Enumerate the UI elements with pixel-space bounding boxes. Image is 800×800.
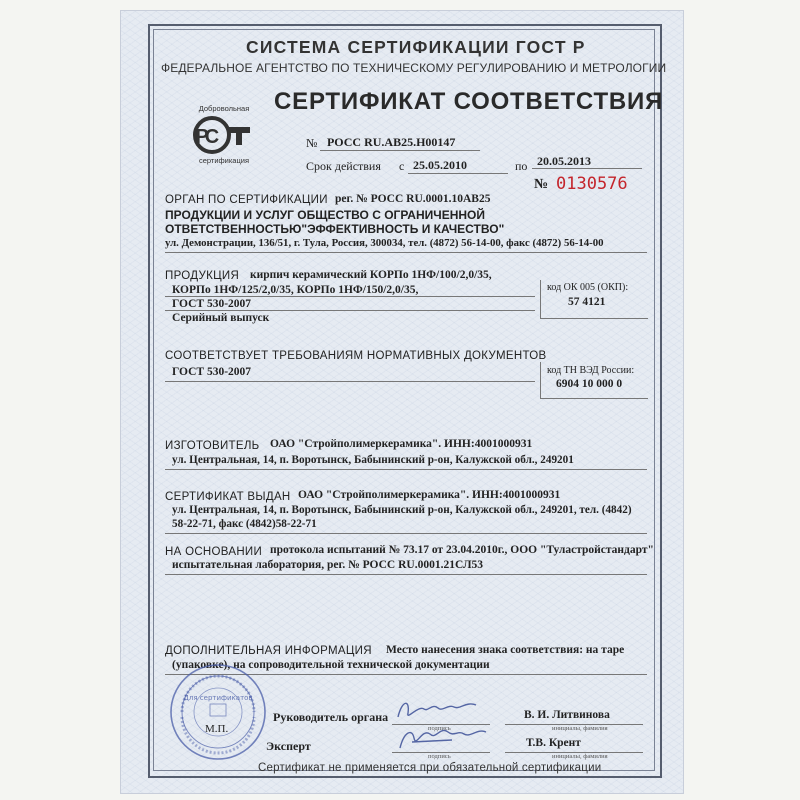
additional-line2: (упаковке), на сопроводительной технической документации	[172, 659, 490, 671]
head-name-caption: инициалы, фамилия	[552, 725, 608, 732]
cert-number: РОСС RU.AB25.H00147	[327, 135, 456, 149]
validity-from-prefix: с	[399, 159, 405, 173]
issued-line1: ОАО "Стройполимеркерамика". ИНН:4001000931	[298, 489, 561, 501]
logo-bottom-text: сертификация	[198, 156, 250, 165]
expert-label: Эксперт	[266, 739, 311, 753]
manufacturer-line2: ул. Центральная, 14, п. Воротынск, Бабынинский р-он, Калужской обл., 249201	[172, 454, 574, 466]
tnved-value: 6904 10 000 0	[556, 378, 623, 390]
expert-name-caption: инициалы, фамилия	[552, 753, 608, 760]
issued-line2: ул. Центральная, 14, п. Воротынск, Бабынинский р-он, Калужской обл., 249201, тел. (4842)	[172, 504, 632, 516]
product-line2: КОРПо 1НФ/125/2,0/35, КОРПо 1НФ/150/2,0/35,	[172, 284, 419, 296]
organ-reg: рег. № РОСС RU.0001.10AB25	[335, 193, 491, 205]
okp-value: 57 4121	[568, 296, 606, 308]
additional-label: ДОПОЛНИТЕЛЬНАЯ ИНФОРМАЦИЯ	[165, 645, 372, 657]
manufacturer-line1: ОАО "Стройполимеркерамика". ИНН:4001000931	[270, 438, 533, 450]
head-name: В. И. Литвинова	[524, 709, 610, 721]
mp-label: М.П.	[205, 723, 229, 735]
organ-label: ОРГАН ПО СЕРТИФИКАЦИИ	[165, 194, 328, 206]
basis-label: НА ОСНОВАНИИ	[165, 546, 263, 558]
expert-sign-caption: подпись	[428, 753, 451, 760]
issued-label: СЕРТИФИКАТ ВЫДАН	[165, 491, 291, 503]
expert-name: Т.В. Крент	[526, 737, 581, 749]
product-label: ПРОДУКЦИЯ	[165, 270, 240, 282]
head-sign-caption: подпись	[428, 725, 451, 732]
cert-number-prefix: №	[306, 136, 318, 150]
system-title: СИСТЕМА СЕРТИФИКАЦИИ ГОСТ Р	[246, 37, 586, 57]
product-line3: ГОСТ 530-2007	[172, 298, 252, 310]
validity-date-from: 25.05.2010	[413, 158, 467, 172]
issued-line3: 58-22-71, факс (4842)58-22-71	[172, 518, 317, 530]
head-signature-icon	[392, 695, 482, 725]
seal-stamp-icon	[168, 662, 268, 762]
document-title: СЕРТИФИКАТ СООТВЕТСТВИЯ	[274, 88, 664, 115]
serial-prefix: №	[534, 177, 549, 192]
svg-text:Р: Р	[195, 126, 209, 148]
conformity-doc: ГОСТ 530-2007	[172, 366, 252, 378]
okp-label: код ОК 005 (ОКП):	[547, 282, 629, 293]
additional-line1: Место нанесения знака соответствия: на таре	[386, 644, 625, 656]
svg-text:С: С	[204, 126, 220, 148]
validity-date-to: 20.05.2013	[537, 154, 591, 168]
manufacturer-label: ИЗГОТОВИТЕЛЬ	[165, 440, 260, 452]
expert-signature-icon	[392, 722, 492, 754]
head-label: Руководитель органа	[273, 710, 389, 724]
serial-number: 0130576	[556, 174, 628, 194]
agency-title: ФЕДЕРАЛЬНОЕ АГЕНТСТВО ПО ТЕХНИЧЕСКОМУ РЕГУЛИРОВАНИЮ И МЕТРОЛОГИИ	[161, 61, 667, 75]
organ-address: ул. Демонстрации, 136/51, г. Тула, Россия, 300034, тел. (4872) 56-14-00, факс (4872) 56-14-00	[165, 237, 604, 249]
basis-line1: протокола испытаний № 73.17 от 23.04.2010г., ООО "Туластройстандарт"	[270, 544, 654, 556]
tnved-label: код ТН ВЭД России:	[547, 365, 635, 376]
organ-name-line2: ПРОДУКЦИИ И УСЛУГ ОБЩЕСТВО С ОГРАНИЧЕННОЙ	[165, 208, 485, 222]
seal-inner-text: Для сертификатов	[183, 694, 253, 702]
logo-top-text: Добровольная	[198, 104, 250, 113]
product-line1: кирпич керамический КОРПо 1НФ/100/2,0/35,	[250, 269, 492, 281]
footer-note: Сертификат не применяется при обязательной сертификации	[258, 762, 602, 774]
validity-label: Срок действия	[306, 159, 381, 173]
validity-to-prefix: по	[515, 159, 528, 173]
organ-name-line3: ОТВЕТСТВЕННОСТЬЮ"ЭФФЕКТИВНОСТЬ И КАЧЕСТВО"	[165, 222, 505, 236]
rst-logo-icon	[188, 103, 260, 165]
conformity-label: СООТВЕТСТВУЕТ ТРЕБОВАНИЯМ НОРМАТИВНЫХ ДОКУМЕНТОВ	[165, 350, 547, 362]
product-line4: Серийный выпуск	[172, 312, 270, 324]
basis-line2: испытательная лаборатория, рег. № РОСС RU.0001.21СЛ53	[172, 559, 484, 571]
